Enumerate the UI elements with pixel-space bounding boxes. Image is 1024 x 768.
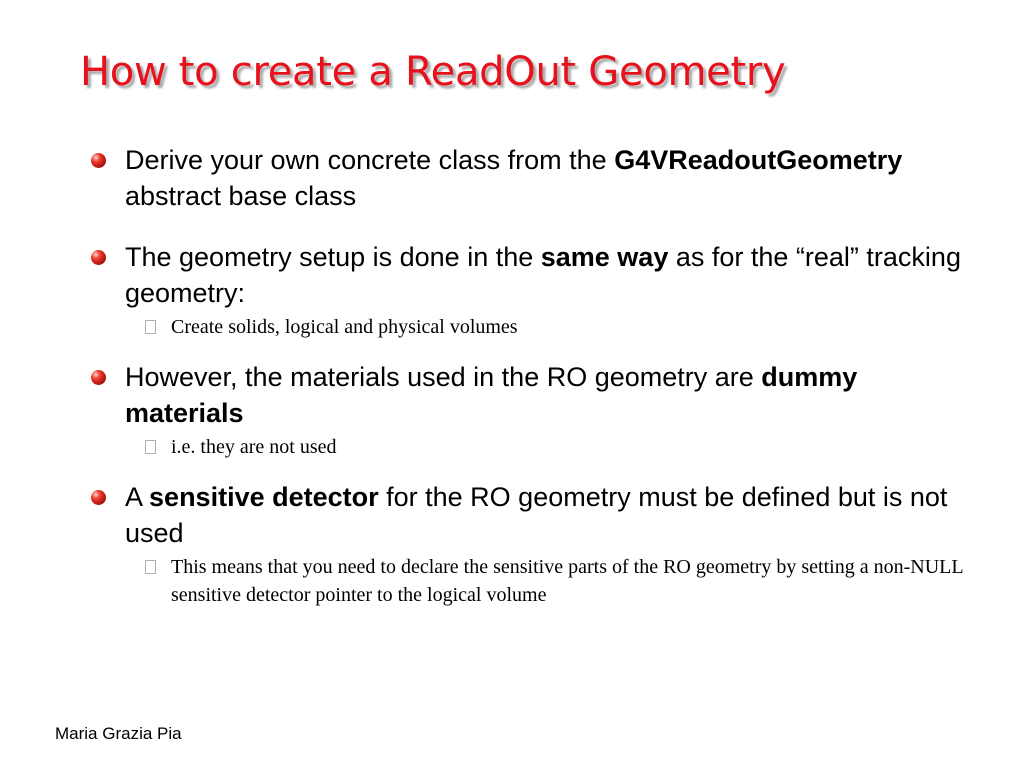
bullet-item-derive-class	[88, 142, 968, 214]
bullet-text: A sensitive detector for the RO geometry must be defined but is not used	[125, 482, 948, 548]
sub-bullet-item	[125, 433, 968, 461]
slide-title: How to create a ReadOut Geometry	[80, 49, 786, 95]
box-sub-bullet-icon	[145, 440, 156, 454]
bullet-text: Derive your own concrete class from the G4VReadoutGeometry abstract base class	[125, 145, 903, 211]
sub-bullet-text: This means that you need to declare the sensitive parts of the RO geometry by setting a non-NULL sensitive detector pointer to the logical volume	[171, 556, 963, 606]
bold-term: G4VReadoutGeometry	[614, 145, 903, 175]
bold-term: dummy materials	[125, 362, 858, 428]
sub-bullet-text: i.e. they are not used	[171, 436, 337, 458]
bullet-item-geometry-setup	[88, 239, 968, 341]
box-sub-bullet-icon	[145, 320, 156, 334]
bullet-item-sensitive-detector	[88, 479, 968, 609]
bullet-text: The geometry setup is done in the same way as for the “real” tracking geometry:	[125, 242, 961, 308]
box-sub-bullet-icon	[145, 560, 156, 574]
sub-bullet-item	[125, 553, 968, 609]
bold-term: same way	[540, 242, 669, 272]
sub-bullet-item	[125, 313, 968, 341]
sub-bullet-text: Create solids, logical and physical volumes	[171, 316, 518, 338]
red-sphere-bullet-icon	[91, 153, 106, 168]
bullet-item-dummy-materials	[88, 359, 968, 461]
bullet-text: However, the materials used in the RO geometry are dummy materials	[125, 362, 858, 428]
bold-term: sensitive detector	[149, 482, 379, 512]
footer-author: Maria Grazia Pia	[55, 724, 182, 743]
bullet-list	[88, 142, 968, 630]
red-sphere-bullet-icon	[91, 250, 106, 265]
red-sphere-bullet-icon	[91, 370, 106, 385]
red-sphere-bullet-icon	[91, 490, 106, 505]
